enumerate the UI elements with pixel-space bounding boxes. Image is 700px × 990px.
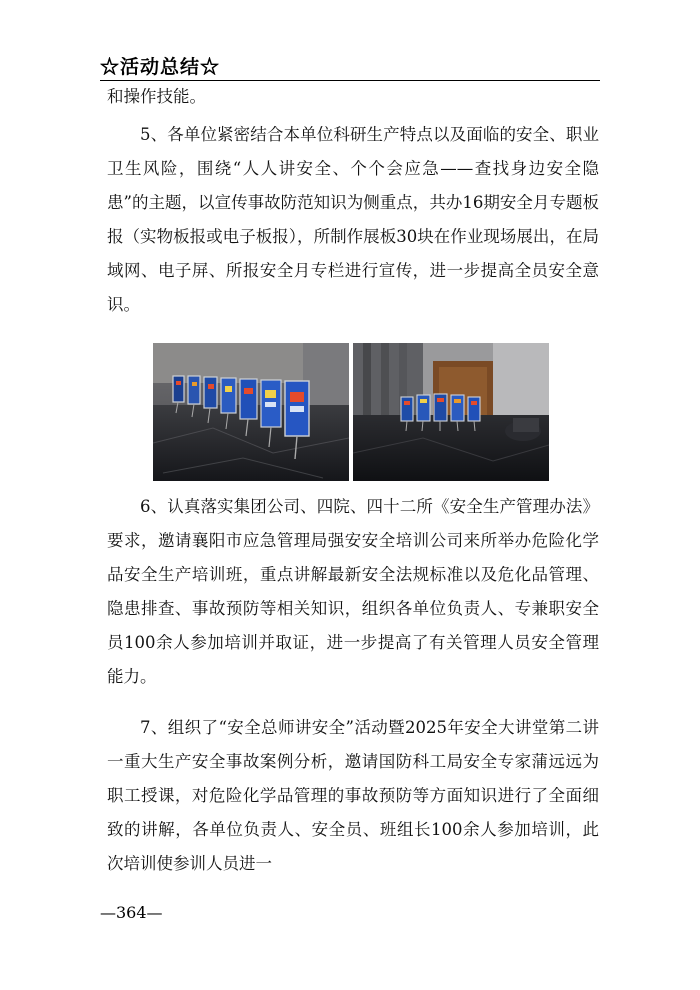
photo-display-boards-lobby-image — [153, 343, 349, 481]
paragraph-item-7: 7、组织了“安全总师讲安全”活动暨2025年安全大讲堂第二讲一重大生产安全事故案例分析，邀请国防科工局安全专家蒲远远为职工授课，对危险化学品管理的事故预防等方面知识进行了全面细致的讲解，各单位负责人、安全员、班组长100余人参加培训，此次培训使参训人员进一 — [107, 718, 599, 873]
section-header-title: ☆活动总结☆ — [100, 56, 221, 78]
paragraph-item-6: 6、认真落实集团公司、四院、四十二所《安全生产管理办法》要求，邀请襄阳市应急管理局强安安全培训公司来所举办危险化学品安全生产培训班，重点讲解最新安全法规标准以及危化品管理、隐患排查、事故预防等相关知识，组织各单位负责人、专兼职安全员100余人参加培训并取证，进一步提高了有关管理人员安全管理能力。 — [107, 497, 599, 686]
photo-strip — [153, 343, 549, 481]
photo-display-boards-lobby — [153, 343, 349, 481]
page-number: —364— — [100, 903, 163, 922]
photo-display-boards-corner-image — [353, 343, 549, 481]
paragraph-item-5: 5、各单位紧密结合本单位科研生产特点以及面临的安全、职业卫生风险，围绕“人人讲安全、个个会应急——查找身边安全隐患”的主题，以宣传事故防范知识为侧重点，共办16期安全月专题板报（实物板报或电子板报），所制作展板30块在作业现场展出，在局域网、电子屏、所报安全月专栏进行宣传，进一步提高全员安全意识。 — [107, 125, 599, 314]
paragraph-continuation: 和操作技能。 — [107, 87, 206, 106]
photo-display-boards-corner — [353, 343, 549, 481]
